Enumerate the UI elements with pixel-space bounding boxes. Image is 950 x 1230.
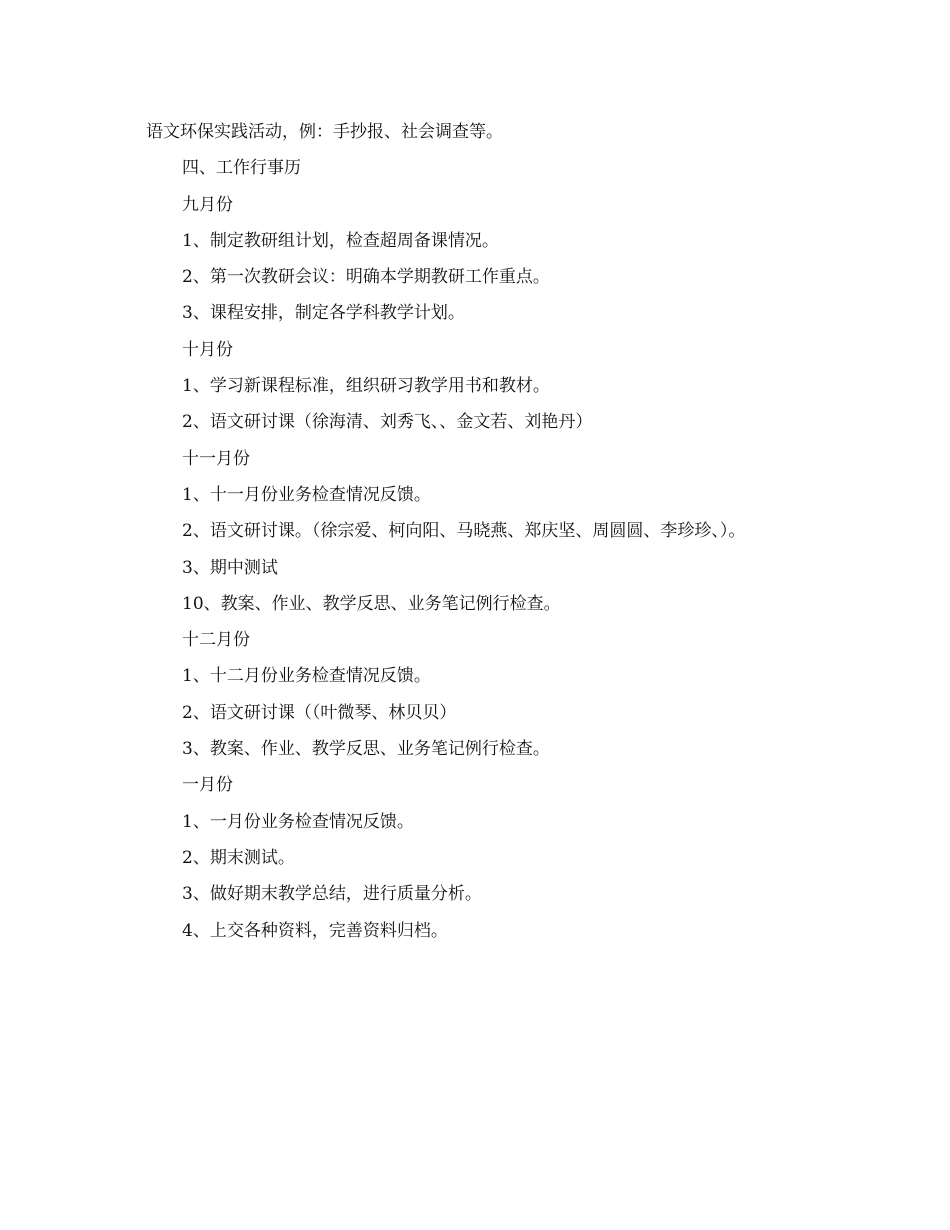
- list-item: 1、十二月份业务检查情况反馈。: [182, 666, 431, 687]
- month-heading-january: 一月份: [182, 775, 233, 796]
- list-item: 1、制定教研组计划，检查超周备课情况。: [182, 230, 499, 251]
- list-item: 2、语文研讨课（（叶微琴、林贝贝）: [182, 702, 457, 723]
- month-heading-september: 九月份: [182, 194, 233, 215]
- list-item: 2、语文研讨课。（徐宗爱、柯向阳、马晓燕、郑庆坚、周圆圆、李珍珍、）。: [182, 521, 746, 542]
- list-item: 2、语文研讨课（徐海清、刘秀飞、、金文若、刘艳丹）: [182, 412, 593, 433]
- paragraph-environment-activities: 语文环保实践活动，例：手抄报、社会调查等。: [146, 122, 503, 142]
- list-item: 1、一月份业务检查情况反馈。: [182, 811, 414, 832]
- list-item: 2、期末测试。: [182, 847, 295, 868]
- section-heading-schedule: 四、工作行事历: [182, 158, 301, 179]
- month-heading-october: 十月份: [182, 339, 233, 360]
- document-body: [146, 114, 866, 949]
- list-item: 3、期中测试: [182, 557, 278, 578]
- list-item: 1、学习新课程标准，组织研习教学用书和教材。: [182, 376, 550, 397]
- list-item: 3、教案、作业、教学反思、业务笔记例行检查。: [182, 739, 550, 760]
- list-item: 3、做好期末教学总结，进行质量分析。: [182, 884, 482, 905]
- list-item: 4、上交各种资料，完善资料归档。: [182, 920, 448, 941]
- list-item: 3、课程安排，制定各学科教学计划。: [182, 303, 465, 324]
- list-item: 2、第一次教研会议：明确本学期教研工作重点。: [182, 267, 550, 288]
- list-item: 10、教案、作业、教学反思、业务笔记例行检查。: [182, 593, 561, 614]
- month-heading-december: 十二月份: [182, 630, 250, 651]
- month-heading-november: 十一月份: [182, 448, 250, 469]
- list-item: 1、十一月份业务检查情况反馈。: [182, 484, 431, 505]
